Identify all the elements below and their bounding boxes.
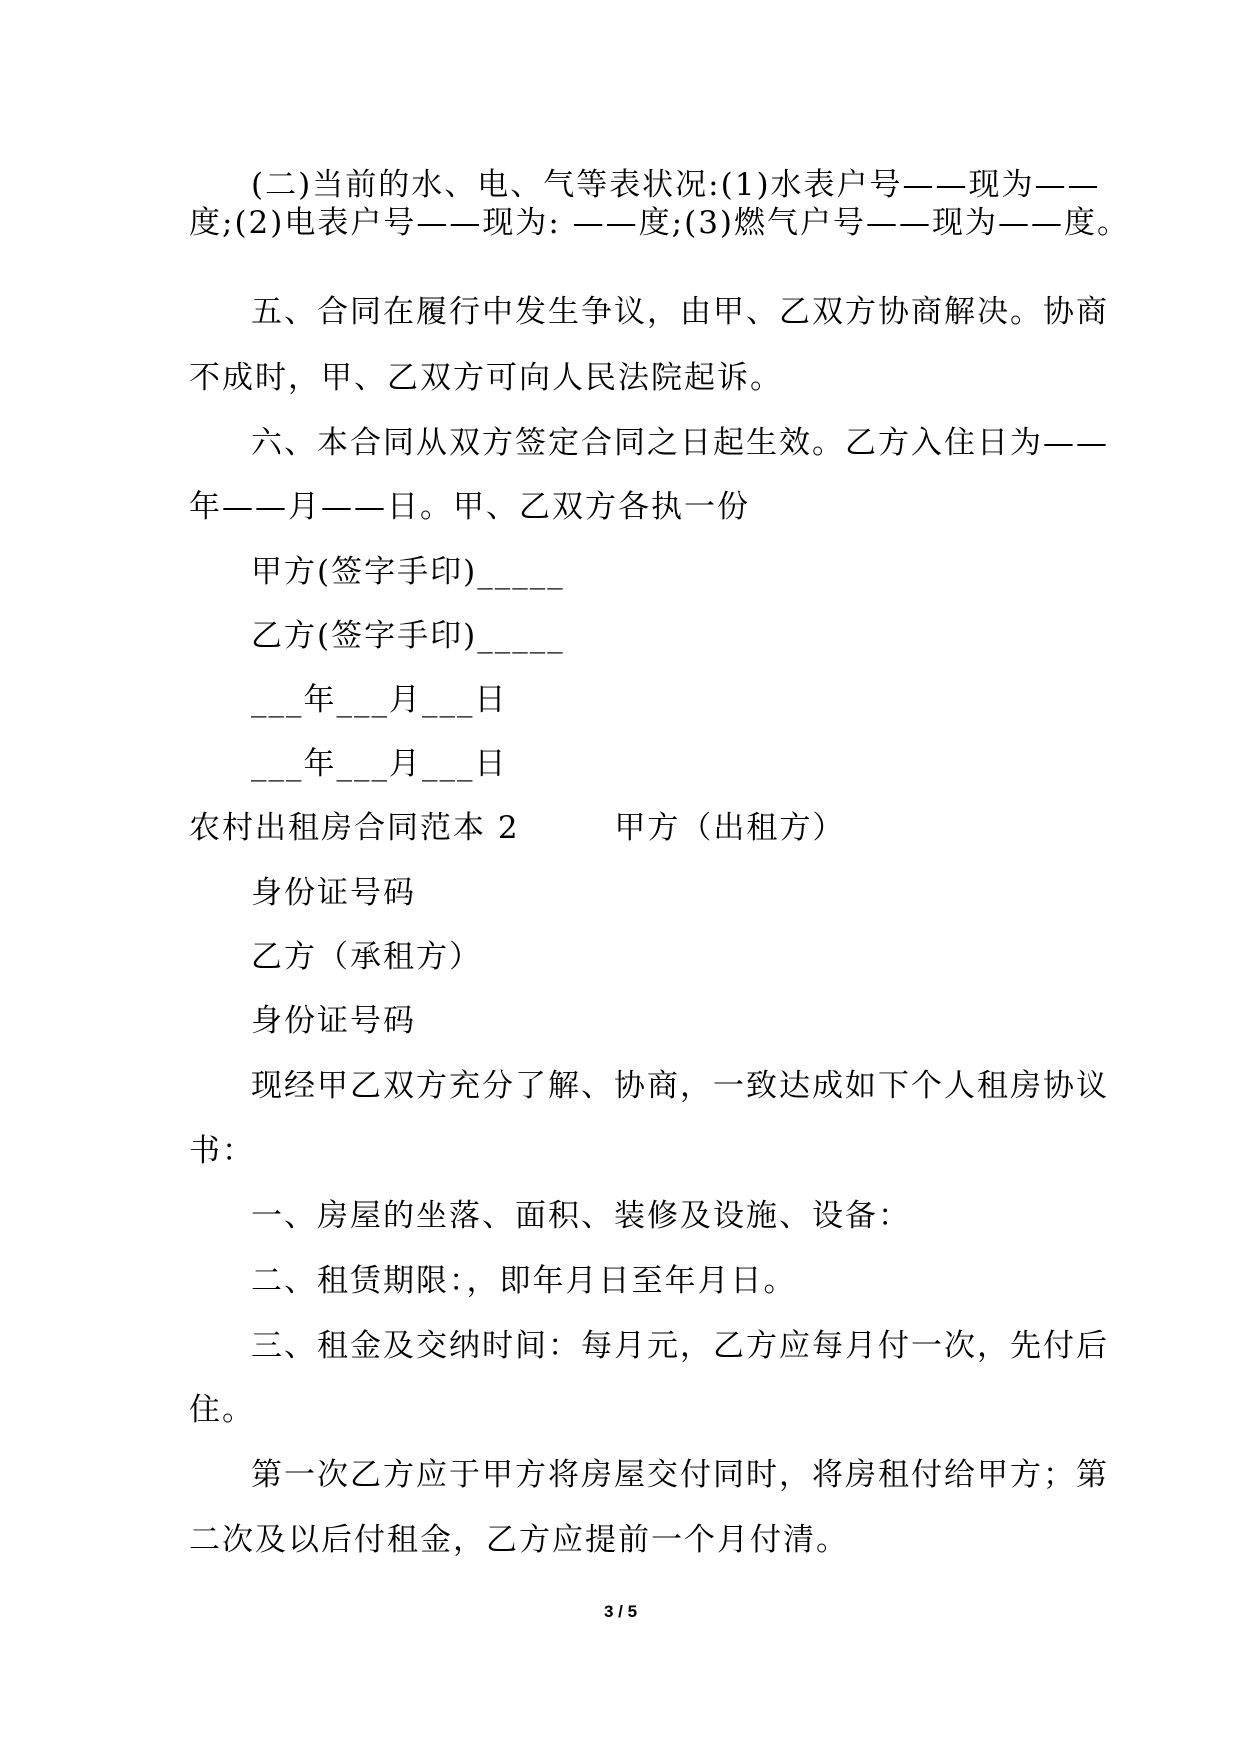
section-heading: 农村出租房合同范本 2 甲方（出租方） (189, 810, 846, 846)
paragraph-line: (二)当前的水、电、气等表状况:(1)水表户号——现为—— (251, 167, 1101, 203)
paragraph-line: 乙方（承租方） (251, 939, 482, 975)
paragraph-line: 书： (189, 1133, 255, 1169)
paragraph-line: 五、合同在履行中发生争议，由甲、乙双方协商解决。协商 (251, 294, 1109, 330)
paragraph-line: 现经甲乙双方充分了解、协商，一致达成如下个人租房协议 (251, 1068, 1109, 1104)
paragraph-line: 一、房屋的坐落、面积、装修及设施、设备： (251, 1198, 911, 1234)
paragraph-line: 二、租赁期限：，即年月日至年月日。 (251, 1263, 797, 1299)
page-number: 3 / 5 (603, 1602, 638, 1621)
paragraph-line: 住。 (189, 1392, 255, 1428)
signature-line-party-b: 乙方(签字手印)_____ (251, 618, 565, 654)
paragraph-line: 二次及以后付租金，乙方应提前一个月付清。 (189, 1522, 849, 1558)
paragraph-line: 身份证号码 (251, 1003, 416, 1039)
signature-line-party-a: 甲方(签字手印)_____ (251, 554, 565, 590)
paragraph-line: 身份证号码 (251, 875, 416, 911)
paragraph-line: 六、本合同从双方签定合同之日起生效。乙方入住日为—— (251, 425, 1109, 461)
date-line: ___年___月___日 (251, 682, 508, 718)
date-line: ___年___月___日 (251, 746, 508, 782)
paragraph-line: 不成时，甲、乙双方可向人民法院起诉。 (189, 360, 783, 396)
paragraph-line: 年——月——日。甲、乙双方各执一份 (189, 489, 750, 525)
paragraph-line: 度;(2)电表户号——现为: ——度;(3)燃气户号——现为——度。 (189, 205, 1131, 241)
paragraph-line: 第一次乙方应于甲方将房屋交付同时，将房租付给甲方；第 (251, 1457, 1109, 1493)
paragraph-line: 三、租金及交纳时间：每月元，乙方应每月付一次，先付后 (251, 1328, 1109, 1364)
